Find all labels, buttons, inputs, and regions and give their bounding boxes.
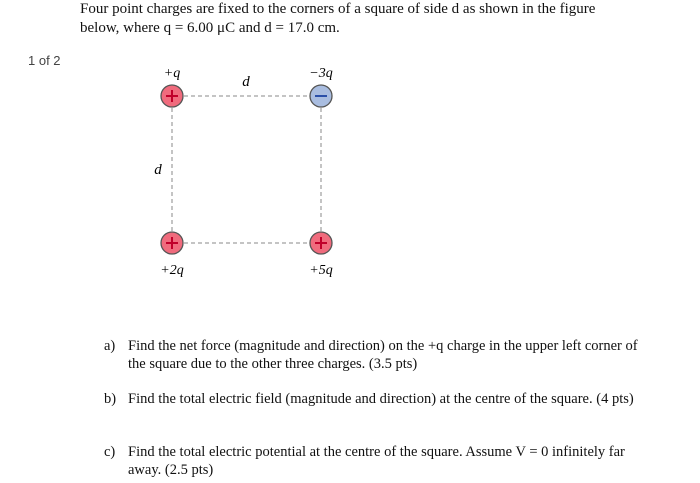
question-c — [104, 443, 644, 479]
intro-line-2: below, where q = 6.00 μC and d = 17.0 cm. — [80, 20, 340, 36]
square-sides — [172, 96, 321, 243]
side-label-top: d — [242, 74, 250, 90]
question-label: b) — [104, 391, 117, 407]
charge-label: +2q — [160, 263, 184, 278]
question-b — [104, 390, 644, 408]
question-text: Find the total electric potential at the centre of the square. Assume V = 0 infinitely far away. (2.5 pts) — [128, 444, 625, 478]
question-a — [104, 337, 644, 373]
page-indicator: 1 of 2 — [28, 53, 61, 68]
charge-label: −3q — [309, 66, 333, 81]
charge-1 — [161, 66, 183, 107]
charge-label: +q — [163, 66, 181, 81]
question-label: a) — [104, 338, 116, 354]
question-text: Find the net force (magnitude and direction) on the +q charge in the upper left corner of the square due to the other three charges. (3.5 pts) — [128, 338, 638, 372]
charge-4 — [309, 232, 332, 278]
question-text: Find the total electric field (magnitude and direction) at the centre of the square. (4 pts) — [128, 391, 634, 407]
charge-label: +5q — [309, 263, 333, 278]
charge-3 — [160, 232, 183, 278]
charge-2 — [309, 66, 332, 107]
side-label-left: d — [154, 162, 162, 178]
intro-line-1: Four point charges are fixed to the corners of a square of side d as shown in the figure — [80, 1, 596, 17]
question-label: c) — [104, 444, 116, 460]
